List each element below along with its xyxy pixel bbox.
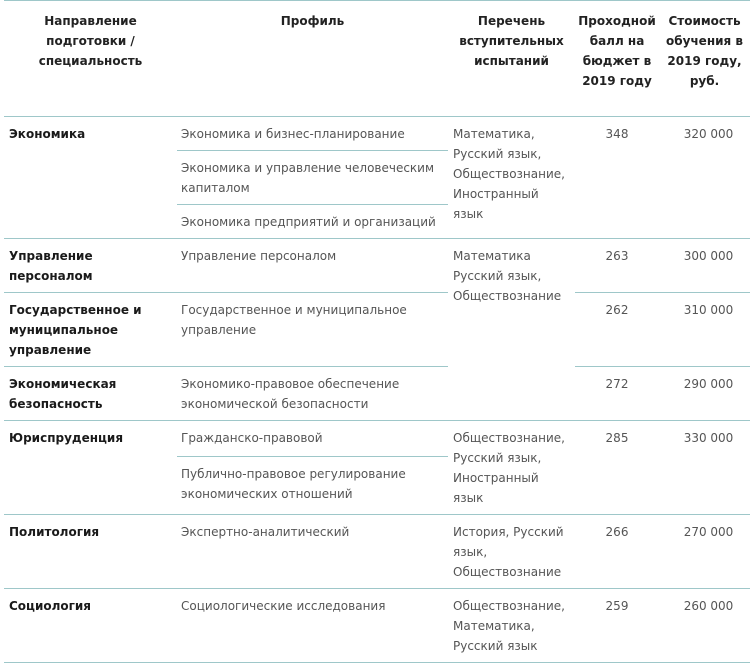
- exams-cell: Математика, Русский язык, Обществознание, Иностранный язык: [448, 117, 575, 239]
- profile-cell: Публично-правовое регулирование экономических отношений: [177, 457, 448, 515]
- exams-cell: Обществознание, Русский язык, Иностранный язык: [448, 421, 575, 515]
- score-cell: 263: [575, 239, 659, 293]
- direction-cell: Социология: [4, 589, 177, 663]
- cost-cell: 330 000: [659, 421, 750, 515]
- header-direction: Направление подготовки / специальность: [4, 1, 177, 117]
- score-cell: 266: [575, 515, 659, 589]
- score-cell: 259: [575, 589, 659, 663]
- score-cell: 348: [575, 117, 659, 239]
- exams-cell: История, Русский язык, Обществознание: [448, 515, 575, 589]
- header-cost: Стоимость обучения в 2019 году, руб.: [659, 1, 750, 117]
- direction-cell: Управление персоналом: [4, 239, 177, 293]
- header-exams: Перечень вступительных испытаний: [448, 1, 575, 117]
- profile-cell: Экономика и бизнес-планирование: [177, 117, 448, 151]
- profile-cell: Экономико-правовое обеспечение экономической безопасности: [177, 367, 448, 421]
- profile-cell: Экономика предприятий и организаций: [177, 205, 448, 239]
- direction-cell: Политология: [4, 515, 177, 589]
- table-row: [4, 367, 750, 421]
- exams-cell: Обществознание, Математика, Русский язык: [448, 589, 575, 663]
- score-cell: 272: [575, 367, 659, 421]
- score-cell: 285: [575, 421, 659, 515]
- header-profile: Профиль: [177, 1, 448, 117]
- table-row: [4, 293, 750, 367]
- header-score: Проходной балл на бюджет в 2019 году: [575, 1, 659, 117]
- cost-cell: 290 000: [659, 367, 750, 421]
- direction-cell: Экономическая безопасность: [4, 367, 177, 421]
- profile-cell: Гражданско-правовой: [177, 421, 448, 457]
- table-row: [4, 515, 750, 589]
- table-row: [4, 589, 750, 663]
- cost-cell: 320 000: [659, 117, 750, 239]
- profile-cell: Управление персоналом: [177, 239, 448, 293]
- direction-cell: Государственное и муниципальное управление: [4, 293, 177, 367]
- table-row: [4, 239, 750, 293]
- admission-table: [4, 0, 750, 663]
- table-row: [4, 421, 750, 457]
- table-row: [4, 117, 750, 151]
- exams-cell: Математика Русский язык, Обществознание: [448, 239, 575, 421]
- score-cell: 262: [575, 293, 659, 367]
- cost-cell: 270 000: [659, 515, 750, 589]
- cost-cell: 260 000: [659, 589, 750, 663]
- profile-cell: Экономика и управление человеческим капиталом: [177, 151, 448, 205]
- direction-cell: Экономика: [4, 117, 177, 239]
- header-row: [4, 1, 750, 117]
- cost-cell: 300 000: [659, 239, 750, 293]
- cost-cell: 310 000: [659, 293, 750, 367]
- profile-cell: Государственное и муниципальное управление: [177, 293, 448, 367]
- direction-cell: Юриспруденция: [4, 421, 177, 515]
- profile-cell: Экспертно-аналитический: [177, 515, 448, 589]
- profile-cell: Социологические исследования: [177, 589, 448, 663]
